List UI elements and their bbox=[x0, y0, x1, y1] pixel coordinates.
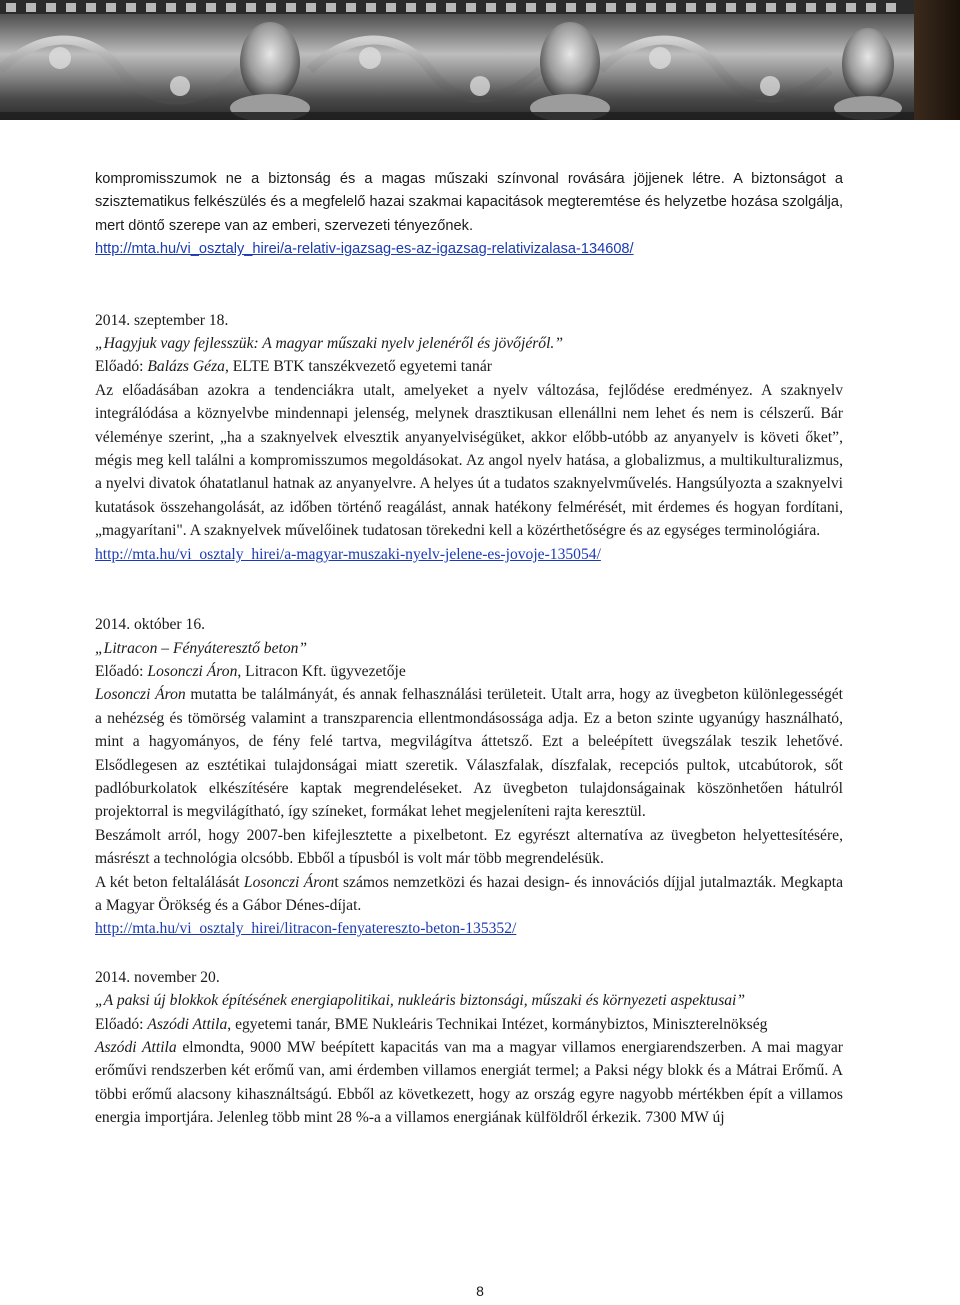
intro-paragraph bbox=[95, 168, 843, 262]
talk-body-text: elmondta, 9000 MW beépített kapacitás van ma a magyar villamos energiarendszerben. A mai magyar erőművi rendszerben két erőmű van, ami érdemben villamos energiát termel; a Paksi négy blokk és a Mátrai Erőmű. A többi erőmű alacsony kihasználtságú. Ebből az következett, hogy az ország egyre nagyobb mértékben épít a villamos energia importjára. Jelenleg több mint 28 %-a a villamos energiának külföldről érkezik. 7300 MW új bbox=[95, 1039, 843, 1127]
talk-body bbox=[95, 683, 843, 823]
talk-body-3-before: A két beton feltalálását bbox=[95, 873, 244, 891]
talk-body-3-after: t számos nemzetközi és hazai design- és innovációs díjjal jutalmazták. Megkapta a Magyar Örökség és a Gábor Dénes-díjat. bbox=[95, 873, 843, 914]
speaker-name: Losonczi Áron bbox=[147, 662, 238, 680]
talk-body bbox=[95, 1036, 843, 1130]
talk-body: Az előadásában azokra a tendenciákra utalt, amelyeket a nyelv változása, fejlődése eredményez. A szaknyelv integrálódása a köznyelvbe mindennapi jelenség, melynek drasztikusan ellenállni nem lehet és nem is célszerű. Bár véleménye szerint, „ha a szaknyelvek elvesztik anyanyelviségüket, akkor előbb-utóbb az anyanyelv is követi őket”, mégis meg kell találni a kompromisszumos megoldásokat. Az angol nyelv hatása, a globalizmus, a multikulturalizmus, a nyelvi divatok óhatatlanul hatnak az anyanyelvre. A helyes út a tudatos szaknyelvművelés. Hangsúlyozta a szaknyelvi kutatások összehangolását, az időben történő reagálást, annak hatékony felmérését, mit érdemes és hogyan fordítani, „magyarítani". A szaknyelvek művelőinek tudatosan törekedni kell a közérthetőségre és az egységes terminológiára. bbox=[95, 381, 843, 540]
talk-link[interactable]: http://mta.hu/vi_osztaly_hirei/a-magyar-muszaki-nyelv-jelene-es-jovoje-135054/ bbox=[95, 545, 601, 563]
speaker-name: Balázs Géza bbox=[147, 358, 225, 376]
intro-text: kompromisszumok ne a biztonság és a magas műszaki színvonal rovására jöjjenek létre. A biztonságot a szisztematikus felkészülés és a megfelelő hazai szakmai kapacitások megteremtése és helyzetbe hozása szolgálja, mert döntő szerepe van az emberi, szervezeti tényezőnek. bbox=[95, 171, 843, 234]
talk-date: 2014. október 16. bbox=[95, 616, 206, 634]
page-content bbox=[95, 168, 843, 1130]
speaker-prefix: Előadó: bbox=[95, 662, 148, 680]
speaker-name-inline: Losonczi Áron bbox=[95, 686, 186, 704]
talk-body-text: mutatta be találmányát, és annak felhasználási területeit. Utalt arra, hogy az üvegbeton különlegességét a nehézség és tömörség valamint a transzparencia ellentmondásossága adja. Ez a beton szinte ugyanúgy használható, mint a hagyományos, de fény felé tartva, megvilágítva áttetsző. Ezt a beleépített üvegszálak teszik lehetővé. Elsődlegesen az esztétikai tulajdonságai miatt szeretik. Válaszfalak, díszfalak, recepciós pultok, utcabútorok, sőt padlóburkolatok elkészítésére kaptak megrendeléseket. Az üvegbeton tulajdonságainak köszönhetően hátulról projektorral is megvilágítható, így színeket, formákat lehet megjeleníteni rajta keresztül. bbox=[95, 686, 843, 821]
talk-body-2: Beszámolt arról, hogy 2007-ben kifejlesztette a pixelbetont. Ez egyrészt alternatíva az üvegbeton helyettesítésére, másrészt a technológia olcsóbb. Ebből a típusból is volt már több megrendelésük. bbox=[95, 826, 843, 868]
header-frieze-image bbox=[0, 0, 960, 120]
talk-link[interactable]: http://mta.hu/vi_osztaly_hirei/litracon-fenyatereszto-beton-135352/ bbox=[95, 920, 517, 938]
speaker-prefix: Előadó: bbox=[95, 1015, 148, 1033]
talk-title: „A paksi új blokkok építésének energiapolitikai, nukleáris biztonsági, műszaki és környezeti aspektusai” bbox=[95, 992, 746, 1010]
speaker-name-inline: Losonczi Áron bbox=[243, 873, 335, 891]
talk-date: 2014. november 20. bbox=[95, 968, 220, 986]
speaker-affiliation: , egyetemi tanár, BME Nukleáris Technikai Intézet, kormánybiztos, Miniszterelnökség bbox=[227, 1015, 768, 1033]
page-number: 8 bbox=[476, 1283, 484, 1299]
talk-date: 2014. szeptember 18. bbox=[95, 311, 229, 329]
talk-section-1 bbox=[95, 309, 843, 566]
speaker-name: Aszódi Attila bbox=[147, 1015, 228, 1033]
talk-speaker bbox=[95, 660, 843, 683]
talk-section-3 bbox=[95, 966, 843, 1130]
speaker-affiliation: , Litracon Kft. ügyvezetője bbox=[237, 662, 406, 680]
speaker-prefix: Előadó: bbox=[95, 358, 148, 376]
talk-body-3 bbox=[95, 871, 843, 918]
talk-title: „Hagyjuk vagy fejlesszük: A magyar műszaki nyelv jelenéről és jövőjéről.” bbox=[95, 335, 564, 353]
header-dark-edge bbox=[914, 0, 960, 120]
speaker-name-inline: Aszódi Attila bbox=[95, 1039, 177, 1056]
talk-title: „Litracon – Fényáteresztő beton” bbox=[95, 639, 308, 657]
speaker-affiliation: , ELTE BTK tanszékvezető egyetemi tanár bbox=[224, 358, 492, 376]
talk-speaker bbox=[95, 355, 843, 378]
talk-section-2 bbox=[95, 613, 843, 941]
talk-speaker bbox=[95, 1013, 843, 1036]
frieze-ornament bbox=[0, 0, 960, 120]
intro-link[interactable]: http://mta.hu/vi_osztaly_hirei/a-relativ-igazsag-es-az-igazsag-relativizalasa-134608/ bbox=[95, 241, 634, 258]
